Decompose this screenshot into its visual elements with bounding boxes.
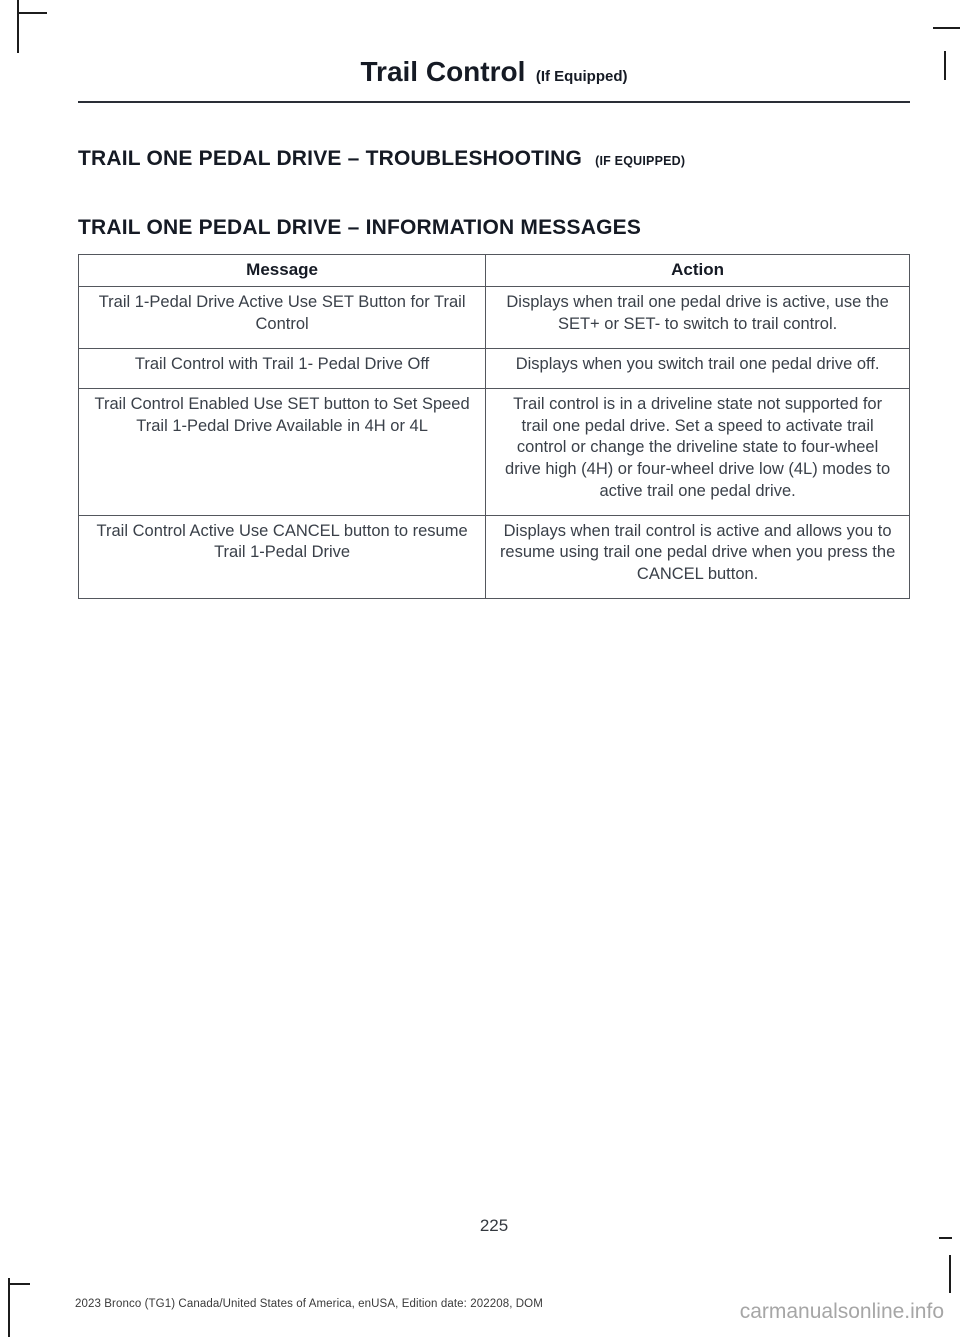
crop-mark-bottom-right-vertical xyxy=(949,1255,951,1293)
section-troubleshooting-suffix: (IF EQUIPPED) xyxy=(595,154,686,168)
watermark: carmanualsonline.info xyxy=(739,1300,944,1323)
table-row xyxy=(79,287,910,349)
table-row xyxy=(79,348,910,388)
message-cell: Trail Control with Trail 1- Pedal Drive Off xyxy=(79,348,486,388)
action-cell: Trail control is in a driveline state not supported for trail one pedal drive. Set a speed to activate trail control or change the driveline state to four-wheel drive high (4H) or four-wheel drive low (4L) modes to active trail one pedal drive. xyxy=(486,388,910,515)
column-header-action: Action xyxy=(486,255,910,287)
table-row xyxy=(79,388,910,515)
crop-mark-top-left-vertical xyxy=(17,0,19,53)
crop-mark-bottom-left-vertical xyxy=(8,1278,10,1337)
chapter-title: Trail Control xyxy=(360,56,526,87)
page-number: 225 xyxy=(479,1216,509,1235)
section-troubleshooting-text: TRAIL ONE PEDAL DRIVE – TROUBLESHOOTING xyxy=(78,147,583,170)
crop-mark-top-right-horizontal xyxy=(933,27,960,29)
action-cell: Displays when trail control is active and allows you to resume using trail one pedal drive when you press the CANCEL button. xyxy=(486,515,910,598)
action-cell: Displays when you switch trail one pedal drive off. xyxy=(486,348,910,388)
section-title-information-messages: TRAIL ONE PEDAL DRIVE – INFORMATION MESSAGES xyxy=(78,216,642,239)
message-cell: Trail 1-Pedal Drive Active Use SET Button for Trail Control xyxy=(79,287,486,349)
table-header-row xyxy=(79,255,910,287)
information-messages-table xyxy=(78,254,910,599)
page-content xyxy=(78,0,910,599)
action-cell: Displays when trail one pedal drive is active, use the SET+ or SET- to switch to trail control. xyxy=(486,287,910,349)
column-header-message: Message xyxy=(79,255,486,287)
section-title-troubleshooting xyxy=(78,147,910,171)
table-row xyxy=(79,515,910,598)
header-rule xyxy=(78,101,910,103)
crop-mark-top-right-vertical xyxy=(944,51,946,80)
crop-mark-bottom-right-tick xyxy=(939,1237,952,1239)
chapter-title-suffix: (If Equipped) xyxy=(535,68,628,85)
chapter-header xyxy=(78,56,910,103)
crop-mark-top-left-horizontal xyxy=(17,12,47,14)
crop-mark-bottom-left-horizontal xyxy=(8,1283,30,1285)
message-cell: Trail Control Enabled Use SET button to Set Speed Trail 1-Pedal Drive Available in 4H or 4L xyxy=(79,388,486,515)
edition-line: 2023 Bronco (TG1) Canada/United States of America, enUSA, Edition date: 202208, DOM xyxy=(75,1298,543,1310)
message-cell: Trail Control Active Use CANCEL button to resume Trail 1-Pedal Drive xyxy=(79,515,486,598)
